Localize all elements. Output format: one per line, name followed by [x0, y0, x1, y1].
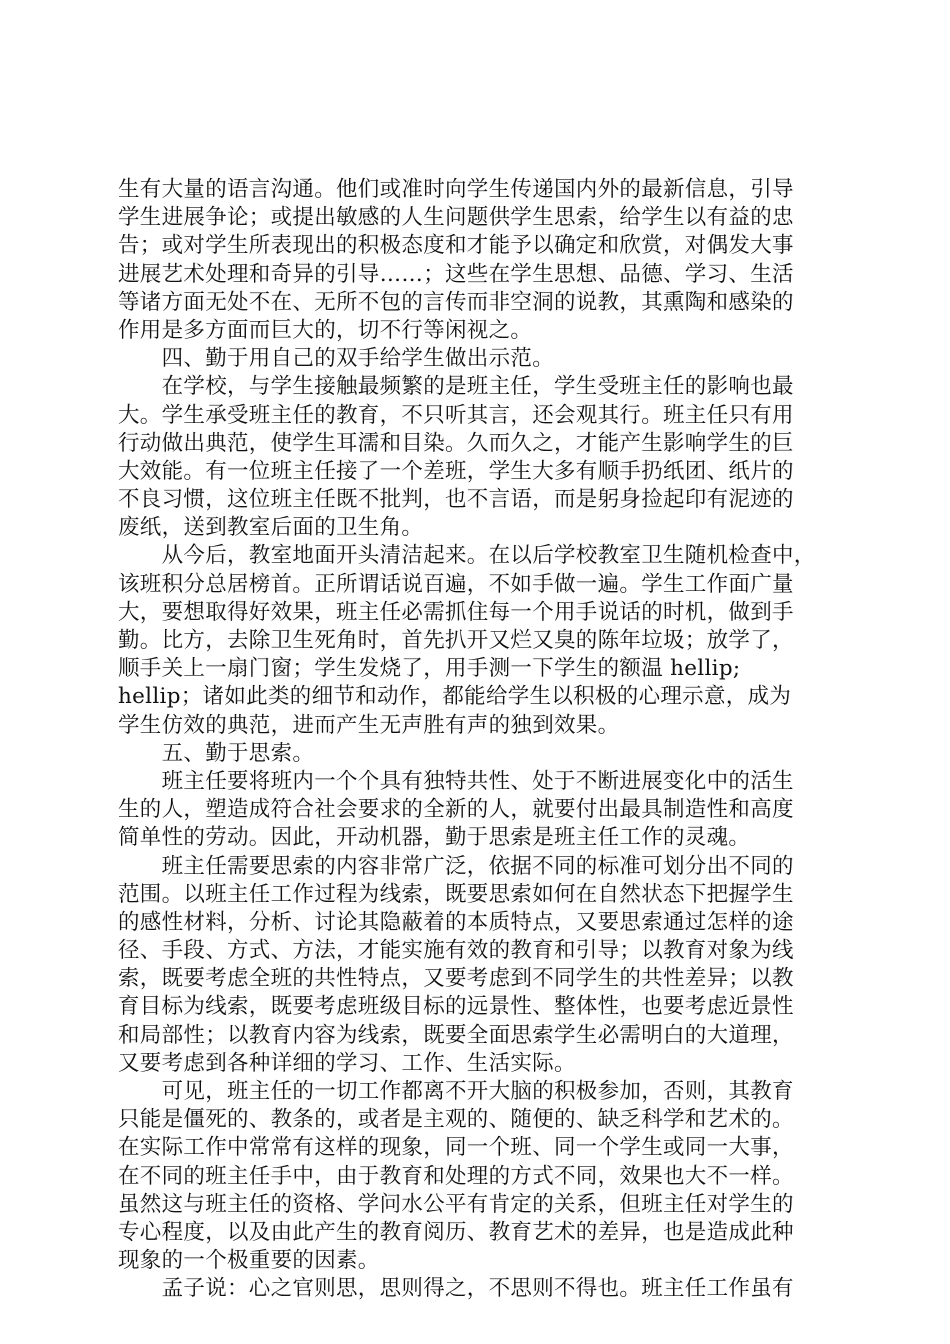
text-line: 学生仿效的典范，进而产生无声胜有声的独到效果。	[118, 712, 620, 738]
text-line: 专心程度，以及由此产生的教育阅历、教育艺术的差异，也是造成此种	[118, 1219, 794, 1245]
text-line: 四、勤于用自己的双手给学生做出示范。	[118, 346, 555, 372]
text-line: 班主任要将班内一个个具有独特共性、处于不断进展变化中的活生	[118, 768, 794, 794]
text-line: 的感性材料，分析、讨论其隐蔽着的本质特点，又要思索通过怎样的途	[118, 909, 794, 935]
text-line: 又要考虑到各种详细的学习、工作、生活实际。	[118, 1050, 576, 1076]
text-line: 和局部性；以教育内容为线索，既要全面思索学生必需明白的大道理，	[118, 1022, 794, 1048]
text-line: 孟子说：心之官则思，思则得之，不思则不得也。班主任工作虽有	[118, 1276, 794, 1302]
text-line: 告；或对学生所表现出的积极态度和才能予以确定和欣赏，对偶发大事	[118, 233, 794, 259]
text-line: 从今后，教室地面开头清洁起来。在以后学校教室卫生随机检查中，	[118, 543, 816, 569]
text-line: 在不同的班主任手中，由于教育和处理的方式不同，效果也大不一样。	[118, 1163, 794, 1189]
text-line: 不良习惯，这位班主任既不批判，也不言语，而是躬身捡起印有泥迹的	[118, 487, 794, 513]
text-line: 顺手关上一扇门窗；学生发烧了，用手测一下学生的额温 hellip;	[118, 656, 741, 682]
text-line: hellip；诸如此类的细节和动作，都能给学生以积极的心理示意，成为	[118, 684, 792, 710]
text-line: 索，既要考虑全班的共性特点，又要考虑到不同学生的共性差异；以教	[118, 966, 794, 992]
text-line: 可见，班主任的一切工作都离不开大脑的积极参加，否则，其教育	[118, 1079, 794, 1104]
text-line: 生有大量的语言沟通。他们或准时向学生传递国内外的最新信息，引导	[118, 177, 794, 202]
text-line: 进展艺术处理和奇异的引导……；这些在学生思想、品德、学习、生活	[118, 261, 794, 287]
text-line: 等诸方面无处不在、无所不包的言传而非空洞的说教，其熏陶和感染的	[118, 289, 794, 315]
text-line: 大，要想取得好效果，班主任必需抓住每一个用手说话的时机，做到手	[118, 599, 794, 625]
text-line: 废纸，送到教室后面的卫生角。	[118, 515, 424, 541]
text-line: 只能是僵死的、教条的，或者是主观的、随便的、缺乏科学和艺术的。	[118, 1107, 794, 1133]
text-line: 径、手段、方式、方法，才能实施有效的教育和引导；以教育对象为线	[118, 938, 794, 964]
text-line: 大。学生承受班主任的教育，不只听其言，还会观其行。班主任只有用	[118, 402, 794, 428]
text-line: 学生进展争论；或提出敏感的人生问题供学生思索，给学生以有益的忠	[118, 205, 794, 231]
text-line: 大效能。有一位班主任接了一个差班，学生大多有顺手扔纸团、纸片的	[118, 458, 794, 484]
text-line: 虽然这与班主任的资格、学问水公平有肯定的关系，但班主任对学生的	[118, 1191, 794, 1217]
text-line: 简单性的劳动。因此，开动机器，勤于思索是班主任工作的灵魂。	[118, 825, 751, 851]
text-line: 五、勤于思索。	[118, 740, 315, 766]
text-line: 范围。以班主任工作过程为线索，既要思索如何在自然状态下把握学生	[118, 881, 794, 907]
text-line: 生的人，塑造成符合社会要求的全新的人，就要付出最具制造性和高度	[118, 797, 794, 823]
document-body	[118, 176, 830, 1304]
text-line: 在学校，与学生接触最频繁的是班主任，学生受班主任的影响也最	[118, 374, 794, 400]
text-line: 育目标为线索，既要考虑班级目标的远景性、整体性，也要考虑近景性	[118, 994, 794, 1020]
text-line: 该班积分总居榜首。正所谓话说百遍，不如手做一遍。学生工作面广量	[118, 571, 794, 597]
text-line: 现象的一个极重要的因素。	[118, 1248, 380, 1274]
text-line: 勤。比方，去除卫生死角时，首先扒开又烂又臭的陈年垃圾；放学了，	[118, 628, 794, 653]
text-line: 作用是多方面而巨大的，切不行等闲视之。	[118, 317, 533, 343]
text-line: 行动做出典范，使学生耳濡和目染。久而久之，才能产生影响学生的巨	[118, 430, 794, 456]
text-line: 班主任需要思索的内容非常广泛，依据不同的标准可划分出不同的	[118, 853, 794, 879]
text-line: 在实际工作中常常有这样的现象，同一个班、同一个学生或同一大事，	[118, 1135, 794, 1161]
